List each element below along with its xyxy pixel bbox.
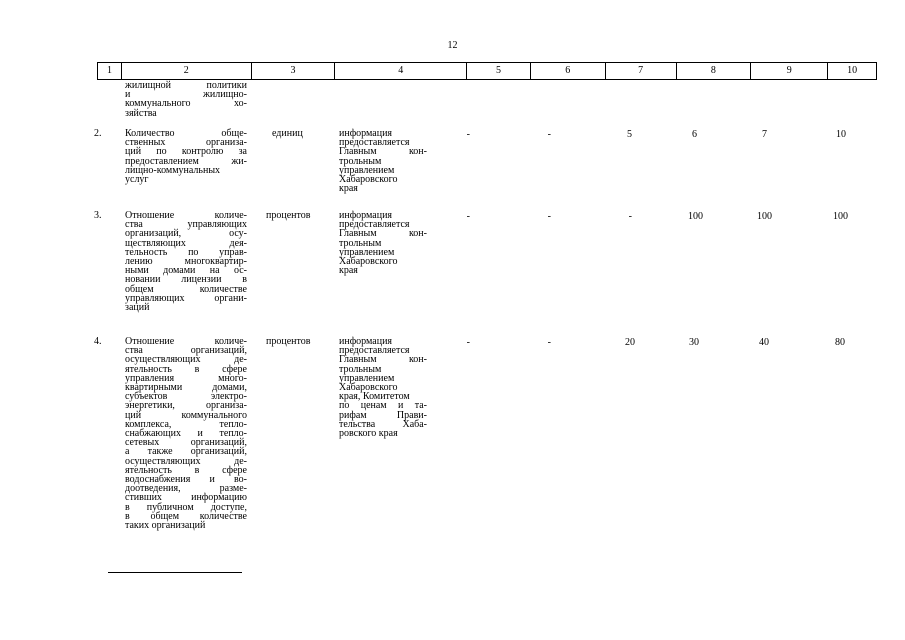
text-line: трольным xyxy=(339,155,382,167)
value-col10: 100 xyxy=(833,211,848,222)
text-line: трольным xyxy=(339,363,382,375)
text-line: ятельность в сфере xyxy=(125,464,247,476)
indicator-name xyxy=(125,211,247,312)
row-number: 4. xyxy=(94,336,102,347)
text-line: ства управляющих xyxy=(125,219,247,231)
header-cell-1: 1 xyxy=(98,63,122,79)
value-col8: 6 xyxy=(692,129,697,140)
text-line: тельства Хаба- xyxy=(339,418,427,430)
header-cell-2: 2 xyxy=(122,63,252,79)
value-col10: 80 xyxy=(835,337,845,348)
text-line: информация xyxy=(339,128,393,139)
header-cell-3: 3 xyxy=(252,63,336,79)
indicator-name xyxy=(125,337,247,530)
text-line: тельность по управ- xyxy=(125,246,247,258)
row-number: 2. xyxy=(94,128,102,139)
text-line: Главным кон- xyxy=(339,146,427,158)
value-col6: - xyxy=(547,337,551,348)
text-line: ными домами на ос- xyxy=(125,265,247,277)
source-cell xyxy=(339,211,427,275)
header-cell-8: 8 xyxy=(677,63,752,79)
value-col9: 7 xyxy=(762,129,767,140)
value-col7: - xyxy=(628,211,632,222)
text-line: общем количестве xyxy=(125,283,247,295)
text-line: Отношение количе- xyxy=(125,210,247,221)
value-col7: 5 xyxy=(627,129,632,140)
text-line: информация xyxy=(339,210,393,221)
value-col10: 10 xyxy=(836,129,846,140)
value-col6: - xyxy=(547,129,551,140)
header-cell-10: 10 xyxy=(847,65,858,76)
text-line: квартирными домами, xyxy=(125,382,247,394)
text-line: ществляющих дея- xyxy=(125,237,247,249)
text-line: ровского края xyxy=(339,428,398,440)
text-line: организаций, осу- xyxy=(125,228,247,240)
text-line: лению многоквартир- xyxy=(125,256,247,268)
text-line: коммунального хо- xyxy=(125,98,247,110)
text-line: комплекса, тепло- xyxy=(125,418,247,430)
header-cell-9: 9 xyxy=(751,63,828,79)
text-line: управлением xyxy=(339,246,395,258)
text-line: в публичном доступе, xyxy=(125,501,247,513)
value-col5: - xyxy=(466,337,470,348)
text-line: снабжающих и тепло- xyxy=(125,428,247,440)
continuation-text xyxy=(125,81,247,118)
header-cell-4: 4 xyxy=(335,63,467,79)
text-line: по ценам и та- xyxy=(339,400,427,412)
value-col7: 20 xyxy=(625,337,635,348)
text-line: трольным xyxy=(339,237,382,249)
header-cell-5: 5 xyxy=(467,63,531,79)
source-cell xyxy=(339,337,427,438)
text-line: осуществляющих де- xyxy=(125,354,247,366)
text-line: сетевых организаций, xyxy=(125,437,247,449)
text-line: Хабаровского xyxy=(339,256,398,268)
text-line: жилищной политики xyxy=(125,80,247,91)
value-col8: 30 xyxy=(689,337,699,348)
text-line: края xyxy=(339,183,358,195)
table-header-row xyxy=(97,62,877,80)
text-line: ций по контролю за xyxy=(125,146,247,158)
value-col6: - xyxy=(547,211,551,222)
value-col5: - xyxy=(466,129,470,140)
text-line: в общем количестве xyxy=(125,510,247,522)
text-line: предоставляется xyxy=(339,137,410,149)
value-col8: 100 xyxy=(688,211,703,222)
text-line: и жилищно- xyxy=(125,89,247,101)
text-line: зяйства xyxy=(125,107,157,119)
text-line: ства организаций, xyxy=(125,345,247,357)
text-line: осуществляющих де- xyxy=(125,455,247,467)
text-line: ственных организа- xyxy=(125,137,247,149)
text-line: Отношение количе- xyxy=(125,336,247,347)
text-line: Количество обще- xyxy=(125,128,247,139)
text-line: Главным кон- xyxy=(339,354,427,366)
text-line: доотведения, разме- xyxy=(125,483,247,495)
text-line: рифам Прави- xyxy=(339,409,427,421)
text-line: предоставлением жи- xyxy=(125,155,247,167)
text-line: Хабаровского xyxy=(339,382,398,394)
text-line: субъектов электро- xyxy=(125,391,247,403)
value-col5: - xyxy=(466,211,470,222)
text-line: края, Комитетом xyxy=(339,391,410,403)
text-line: таких организаций xyxy=(125,520,206,532)
unit-cell: процентов xyxy=(266,210,311,221)
text-line: управления много- xyxy=(125,372,247,384)
header-cell-6: 6 xyxy=(531,63,606,79)
text-line: услуг xyxy=(125,174,149,186)
text-line: информация xyxy=(339,336,393,347)
text-line: энергетики, организа- xyxy=(125,400,247,412)
text-line: Главным кон- xyxy=(339,228,427,240)
value-col9: 40 xyxy=(759,337,769,348)
text-line: края xyxy=(339,265,358,277)
unit-cell: процентов xyxy=(266,336,311,347)
text-line: предоставляется xyxy=(339,219,410,231)
footnote-separator-line xyxy=(108,572,242,573)
text-line: ций коммунального xyxy=(125,409,247,421)
row-number: 3. xyxy=(94,210,102,221)
text-line: управляющих органи- xyxy=(125,292,247,304)
text-line: водоснабжения и во- xyxy=(125,474,247,486)
text-line: заций xyxy=(125,302,150,314)
text-line: Хабаровского xyxy=(339,174,398,186)
value-col9: 100 xyxy=(757,211,772,222)
text-line: лищно-коммунальных xyxy=(125,164,221,176)
page-number: 12 xyxy=(447,40,458,51)
text-line: новании лицензии в xyxy=(125,274,247,286)
text-line: предоставляется xyxy=(339,345,410,357)
unit-cell: единиц xyxy=(272,128,303,139)
header-cell-7: 7 xyxy=(606,63,677,79)
text-line: стивших информацию xyxy=(125,492,247,504)
text-line: ятельность в сфере xyxy=(125,363,247,375)
indicator-name xyxy=(125,129,247,184)
text-line: управлением xyxy=(339,372,395,384)
text-line: а также организаций, xyxy=(125,446,247,458)
source-cell xyxy=(339,129,427,193)
text-line: управлением xyxy=(339,164,395,176)
